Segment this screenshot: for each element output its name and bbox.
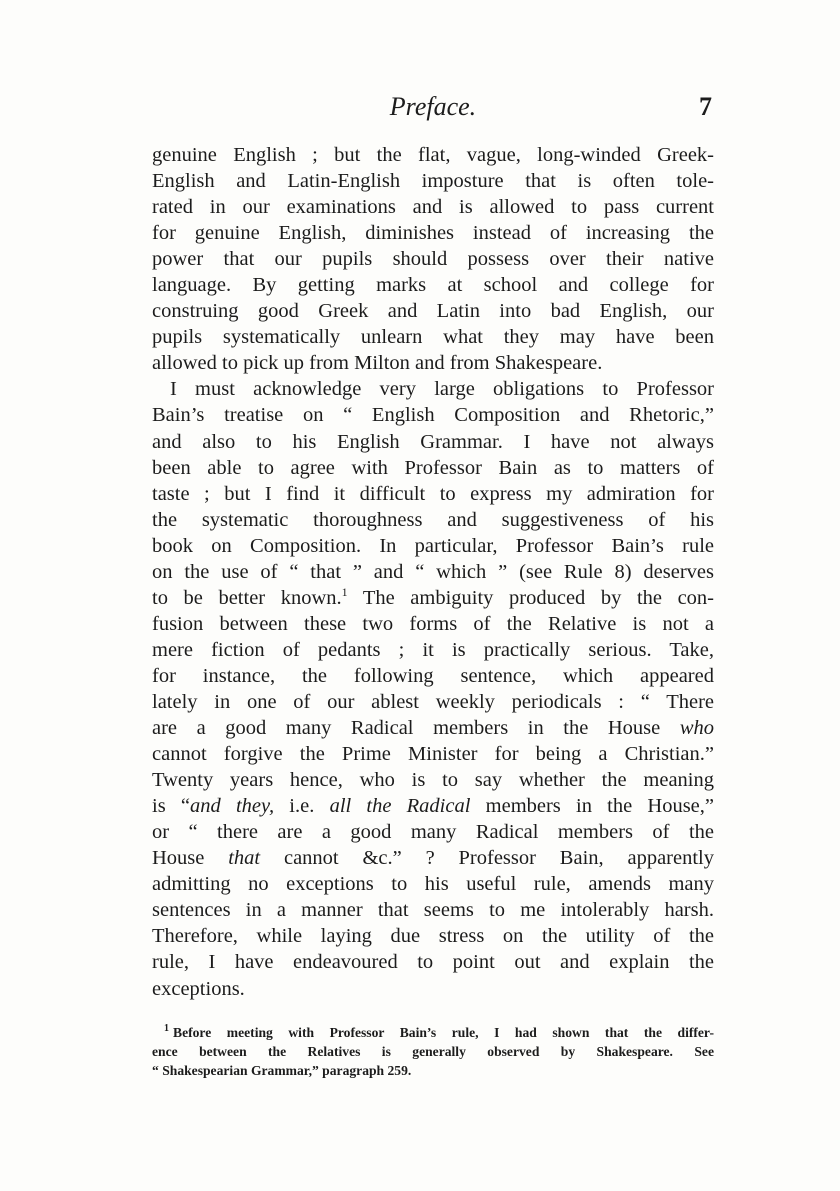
body-text <box>152 142 714 1002</box>
text-line: rated in our examinations and is allowed to pass current <box>152 196 714 219</box>
text-line: cannot forgive the Prime Minister for being a Christian.” <box>152 743 714 766</box>
text-line: mere fiction of pedants ; it is practically serious. Take, <box>152 638 714 661</box>
text-line: book on Composition. In particular, Professor Bain’s rule <box>152 534 714 557</box>
text-line: rule, I have endeavoured to point out and explain the <box>152 951 714 974</box>
text-line: pupils systematically unlearn what they may have been <box>152 326 714 349</box>
text-span: cannot &c.” ? Professor Bain, apparently <box>260 847 714 870</box>
text-line: on the use of “ that ” and “ which ” (see Rule 8) deserves <box>152 560 714 583</box>
text-line: genuine English ; but the flat, vague, long-winded Greek- <box>152 144 714 166</box>
text-line: or “ there are a good many Radical members of the <box>152 821 714 844</box>
text-line: language. By getting marks at school and college for <box>152 274 714 297</box>
footnote-line: ence between the Relatives is generally observed by Shakespeare. See <box>152 1044 714 1059</box>
text-line <box>152 715 714 741</box>
text-line: Therefore, while laying due stress on the utility of the <box>152 925 714 948</box>
text-line: exceptions. <box>152 977 245 1000</box>
text-line <box>152 793 714 819</box>
text-line: I must acknowledge very large obligations to Professor <box>170 378 714 401</box>
running-head-title: Preface. <box>389 92 477 121</box>
text-line: sentences in a manner that seems to me intolerably harsh. <box>152 899 714 922</box>
text-span: to be better known. <box>152 586 342 609</box>
text-line: Bain’s treatise on “ English Composition and Rhetoric,” <box>152 404 714 427</box>
text-span: members in the House,” <box>470 795 715 818</box>
text-line: been able to agree with Professor Bain as to matters of <box>152 456 714 479</box>
text-span: House <box>152 847 229 870</box>
footnote-reference: 1 <box>341 584 348 599</box>
footnote-line: “ Shakespearian Grammar,” paragraph 259. <box>152 1063 412 1078</box>
footnote-mark: 1 <box>164 1023 169 1035</box>
footnote-line <box>152 1023 714 1042</box>
text-line: English and Latin-English imposture that is often tole- <box>152 170 714 193</box>
italic-word: that <box>228 847 261 870</box>
text-line: fusion between these two forms of the Relative is not a <box>152 612 714 635</box>
text-span: Before meeting with Professor Bain’s rule, I had shown that the differ- <box>173 1025 714 1040</box>
text-line: construing good Greek and Latin into bad English, our <box>152 300 714 323</box>
text-span: i.e. <box>274 795 330 818</box>
text-line: taste ; but I find it difficult to express my admiration for <box>152 482 714 505</box>
text-line <box>152 585 714 611</box>
text-line: lately in one of our ablest weekly periodicals : “ There <box>152 690 714 713</box>
text-line: power that our pupils should possess over their native <box>152 248 714 271</box>
italic-phrase: all the Radical <box>329 795 471 818</box>
italic-phrase: and they, <box>189 795 275 818</box>
running-head <box>152 92 714 132</box>
text-line: for instance, the following sentence, which appeared <box>152 664 714 687</box>
text-line <box>152 845 714 871</box>
text-span: are a good many Radical members in the House <box>152 717 680 740</box>
text-line: for genuine English, diminishes instead of increasing the <box>152 222 714 245</box>
italic-word: who <box>679 717 714 740</box>
text-line: the systematic thoroughness and suggestiveness of his <box>152 508 714 531</box>
text-span: is “ <box>152 795 190 818</box>
footnote <box>152 1023 714 1080</box>
text-line: admitting no exceptions to his useful rule, amends many <box>152 873 714 896</box>
page-number: 7 <box>699 92 712 121</box>
text-line: and also to his English Grammar. I have not always <box>152 430 714 453</box>
text-span: The ambiguity produced by the con- <box>347 586 714 609</box>
text-line: allowed to pick up from Milton and from Shakespeare. <box>152 352 603 375</box>
text-line: Twenty years hence, who is to say whether the meaning <box>152 769 714 792</box>
